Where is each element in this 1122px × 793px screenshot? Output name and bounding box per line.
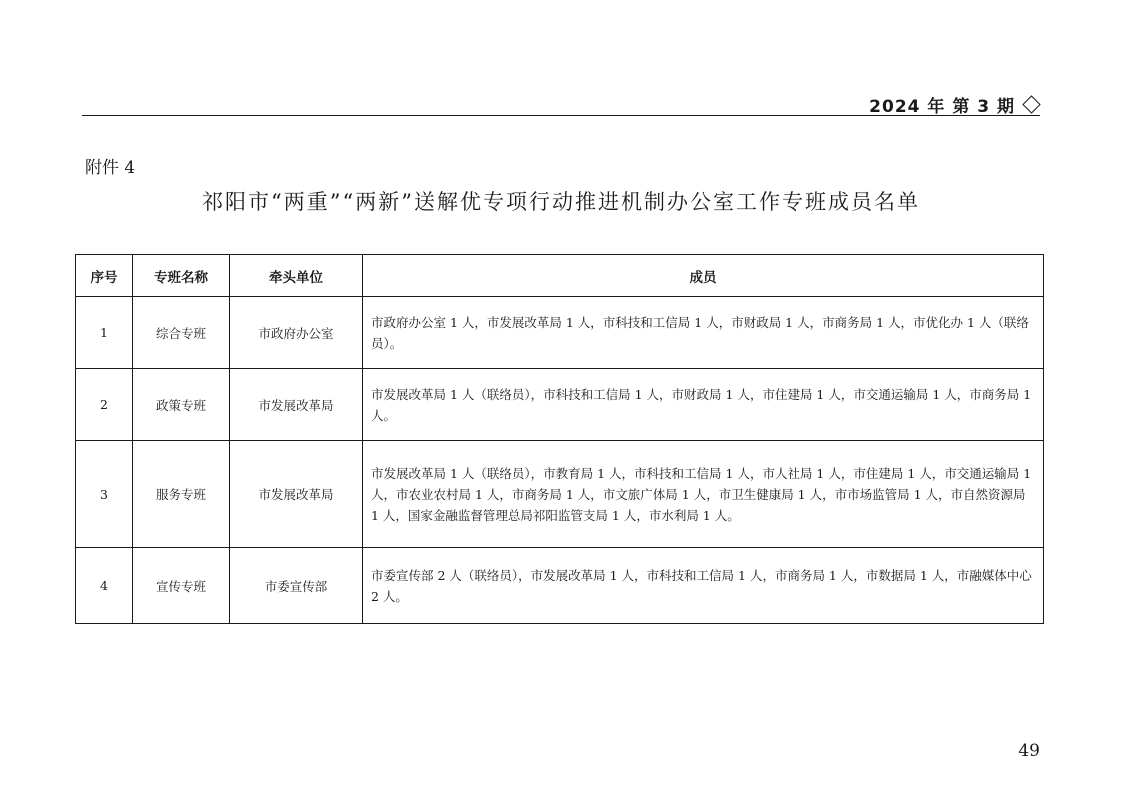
document-title: 祁阳市“两重”“两新”送解优专项行动推进机制办公室工作专班成员名单	[202, 190, 920, 214]
row-members: 市发展改革局 1 人（联络员），市科技和工信局 1 人，市财政局 1 人，市住建局 1 人，市交通运输局 1 人，市商务局 1 人。	[363, 369, 1044, 441]
row-members: 市政府办公室 1 人，市发展改革局 1 人，市科技和工信局 1 人，市财政局 1 人，市商务局 1 人，市优化办 1 人（联络员）。	[363, 297, 1044, 369]
row-lead-unit: 市政府办公室	[230, 297, 363, 369]
header-rule	[82, 115, 1040, 116]
page-number: 49	[1018, 741, 1040, 761]
row-team-name: 政策专班	[133, 369, 230, 441]
row-lead-unit: 市发展改革局	[230, 441, 363, 548]
row-no: 1	[76, 297, 133, 369]
attachment-label: 附件 4	[85, 158, 136, 178]
row-team-name: 服务专班	[133, 441, 230, 548]
row-lead-unit: 市发展改革局	[230, 369, 363, 441]
table-row	[76, 548, 1044, 624]
table-row	[76, 369, 1044, 441]
row-team-name: 综合专班	[133, 297, 230, 369]
header-team-name: 专班名称	[133, 255, 230, 297]
table-header-row	[76, 255, 1044, 297]
table-row	[76, 441, 1044, 548]
issue-text: 2024 年 第 3 期	[869, 97, 1015, 117]
row-no: 4	[76, 548, 133, 624]
issue-header	[869, 92, 1040, 117]
header-lead-unit: 牵头单位	[230, 255, 363, 297]
diamond-icon	[1022, 95, 1040, 113]
row-no: 3	[76, 441, 133, 548]
members-table	[75, 254, 1044, 624]
row-team-name: 宣传专班	[133, 548, 230, 624]
header-members: 成员	[363, 255, 1044, 297]
row-members: 市委宣传部 2 人（联络员），市发展改革局 1 人，市科技和工信局 1 人，市商务局 1 人，市数据局 1 人，市融媒体中心 2 人。	[363, 548, 1044, 624]
table-row	[76, 297, 1044, 369]
header-no: 序号	[76, 255, 133, 297]
row-members: 市发展改革局 1 人（联络员），市教育局 1 人，市科技和工信局 1 人，市人社局 1 人，市住建局 1 人，市交通运输局 1 人，市农业农村局 1 人，市商务局 1 人，市文旅广体局 1 人，市卫生健康局 1 人，市市场监管局 1 人，市自然资源局 1 人，国家金融监督管理总局祁阳监管支局 1 人，市水利局 1 人。	[363, 441, 1044, 548]
row-no: 2	[76, 369, 133, 441]
row-lead-unit: 市委宣传部	[230, 548, 363, 624]
